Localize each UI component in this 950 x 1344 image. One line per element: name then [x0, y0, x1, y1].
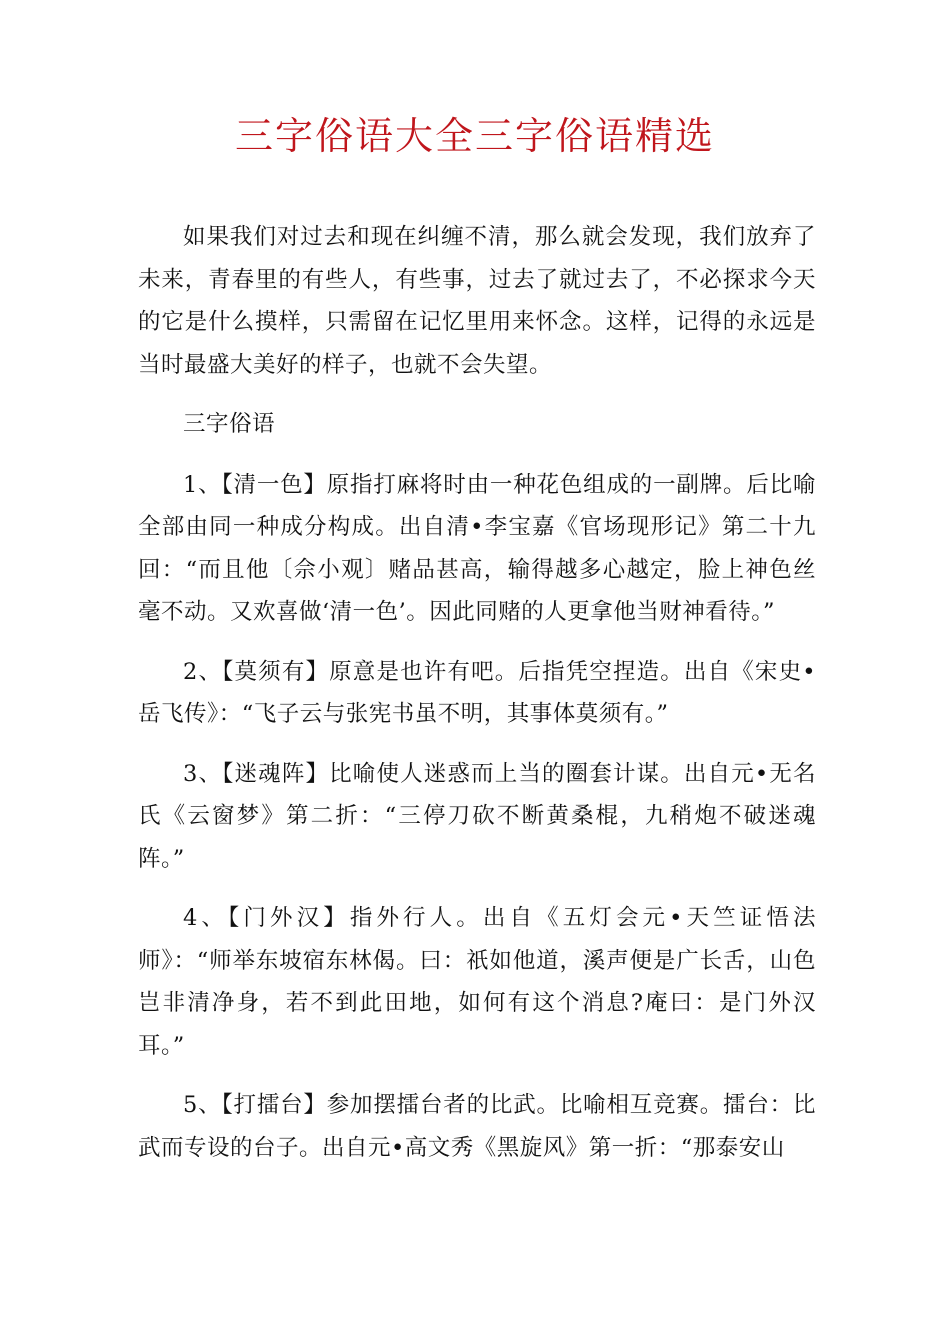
intro-paragraph: 如果我们对过去和现在纠缠不清，那么就会发现，我们放弃了未来，青春里的有些人，有些事，过去了就过去了，不必探求今天的它是什么摸样，只需留在记忆里用来怀念。这样，记得的永远是当时最盛大美好的样子，也就不会失望。 — [138, 224, 816, 378]
section-heading: 三字俗语 — [183, 411, 276, 437]
document-body — [138, 216, 816, 1186]
entry-paragraph: 4、【门外汉】指外行人。出自《五灯会元•天竺证悟法师》：“师举东坡宿东林偈。曰：祇如他道，溪声便是广长舌，山色岂非清净身，若不到此田地，如何有这个消息?庵曰：是门外汉耳。” — [138, 905, 816, 1059]
document-title: 三字俗语大全三字俗语精选 — [234, 114, 715, 158]
entry-paragraph: 1、【清一色】原指打麻将时由一种花色组成的一副牌。后比喻全部由同一种成分构成。出自清•李宝嘉《官场现形记》第二十九回：“而且他〔佘小观〕赌品甚高，输得越多心越定，脸上神色丝毫不动。又欢喜做‘清一色’。因此同赌的人更拿他当财神看待。” — [138, 471, 816, 625]
entry-paragraph: 3、【迷魂阵】比喻使人迷惑而上当的圈套计谋。出自元•无名氏《云窗梦》第二折：“三停刀砍不断黄桑棍，九稍炮不破迷魂阵。” — [138, 760, 816, 872]
entry-paragraph: 2、【莫须有】原意是也许有吧。后指凭空捏造。出自《宋史•岳飞传》：“飞子云与张宪书虽不明，其事体莫须有。” — [138, 658, 816, 727]
entry-paragraph: 5、【打擂台】参加摆擂台者的比武。比喻相互竞赛。擂台：比武而专设的台子。出自元•高文秀《黑旋风》第一折：“那泰安山 — [138, 1092, 816, 1161]
